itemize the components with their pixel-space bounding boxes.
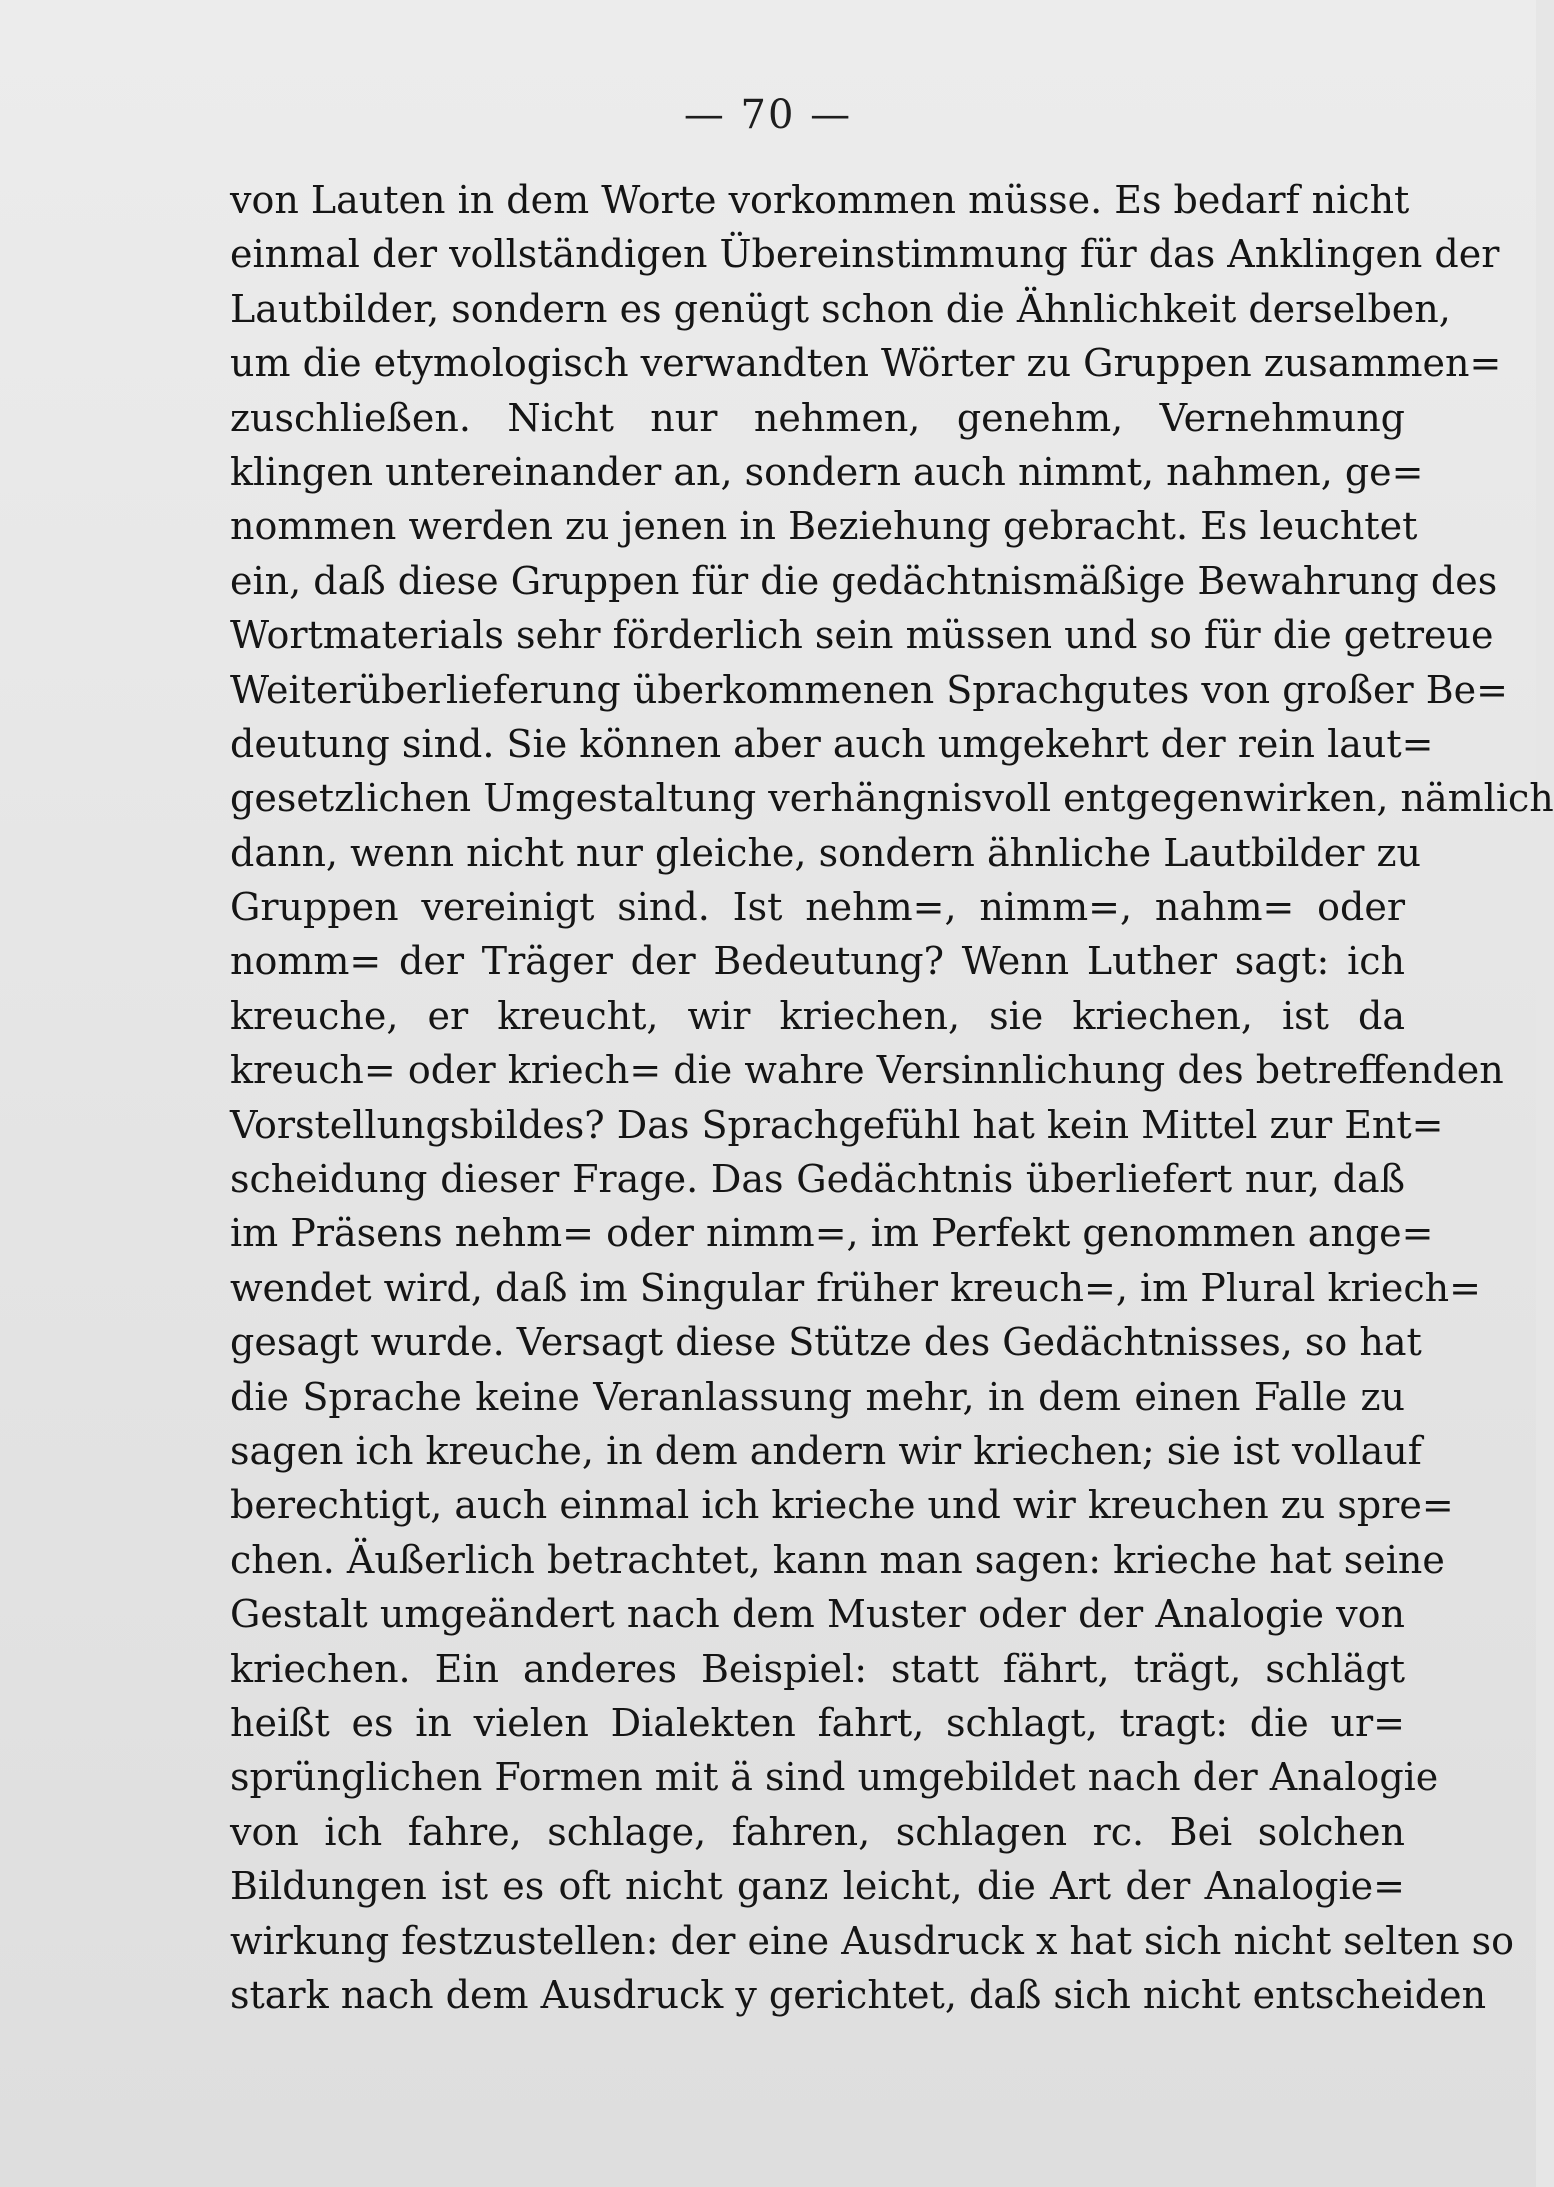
text-line: von Lauten in dem Worte vorkommen müsse. Es bedarf nicht [230, 178, 1410, 222]
text-line: Lautbilder, sondern es genügt schon die Ähnlichkeit derselben, [230, 286, 1451, 331]
text-line: im Präsens nehm= oder nimm=, im Perfekt genommen ange= [230, 1211, 1434, 1256]
text-line: deutung sind. Sie können aber auch umgekehrt der rein laut= [230, 721, 1434, 766]
text-line: Wortmaterials sehr förderlich sein müssen und so für die getreue [230, 613, 1494, 658]
text-line: chen. Äußerlich betrachtet, kann man sagen: krieche hat seine [230, 1537, 1445, 1582]
text-line: Gestalt umgeändert nach dem Muster oder der Analogie von [230, 1592, 1405, 1637]
body-text [230, 173, 1554, 2022]
text-line: gesagt wurde. Versagt diese Stütze des Gedächtnisses, so hat [230, 1320, 1422, 1365]
text-line: gesetzlichen Umgestaltung verhängnisvoll entgegenwirken, nämlich [230, 776, 1554, 821]
text-line: stark nach dem Ausdruck y gerichtet, daß sich nicht entscheiden [230, 1972, 1487, 2017]
text-line: sagen ich kreuche, in dem andern wir kriechen; sie ist vollauf [230, 1428, 1422, 1473]
text-line: wirkung festzustellen: der eine Ausdruck x hat sich nicht selten so [230, 1918, 1515, 1963]
text-line: sprünglichen Formen mit ä sind umgebildet nach der Analogie [230, 1755, 1439, 1800]
text-line: kreuch= oder kriech= die wahre Versinnlichung des betreffenden [230, 1048, 1504, 1093]
text-line: kreuche, er kreucht, wir kriechen, sie kriechen, ist da [230, 993, 1405, 1038]
text-line: Gruppen vereinigt sind. Ist nehm=, nimm=, nahm= oder [230, 885, 1405, 930]
text-line: einmal der vollständigen Übereinstimmung für das Anklingen der [230, 232, 1500, 277]
text-line: Weiterüberlieferung überkommenen Sprachgutes von großer Be= [230, 667, 1508, 712]
text-line: wendet wird, daß im Singular früher kreuch=, im Plural kriech= [230, 1265, 1481, 1310]
text-line: nomm= der Träger der Bedeutung? Wenn Luther sagt: ich [230, 939, 1405, 984]
text-line: heißt es in vielen Dialekten fahrt, schlagt, tragt: die ur= [230, 1700, 1405, 1745]
text-line: nommen werden zu jenen in Beziehung gebracht. Es leuchtet [230, 504, 1418, 549]
text-line: zuschließen. Nicht nur nehmen, genehm, Vernehmung [230, 395, 1405, 440]
text-line: um die etymologisch verwandten Wörter zu Gruppen zusammen= [230, 341, 1502, 386]
text-line: berechtigt, auch einmal ich krieche und wir kreuchen zu spre= [230, 1483, 1454, 1528]
text-line: klingen untereinander an, sondern auch nimmt, nahmen, ge= [230, 449, 1424, 494]
text-line: von ich fahre, schlage, fahren, schlagen rc. Bei solchen [230, 1809, 1405, 1854]
page-number: — 70 — [683, 92, 853, 138]
text-line: Bildungen ist es oft nicht ganz leicht, die Art der Analogie= [230, 1864, 1405, 1909]
text-line: dann, wenn nicht nur gleiche, sondern ähnliche Lautbilder zu [230, 830, 1422, 875]
text-line: scheidung dieser Frage. Das Gedächtnis überliefert nur, daß [230, 1157, 1405, 1202]
text-line: Vorstellungsbildes? Das Sprachgefühl hat kein Mittel zur Ent= [230, 1102, 1444, 1147]
text-line: ein, daß diese Gruppen für die gedächtnismäßige Bewahrung des [230, 558, 1498, 603]
text-line: die Sprache keine Veranlassung mehr, in dem einen Falle zu [230, 1374, 1405, 1419]
text-line: kriechen. Ein anderes Beispiel: statt fährt, trägt, schlägt [230, 1646, 1405, 1691]
